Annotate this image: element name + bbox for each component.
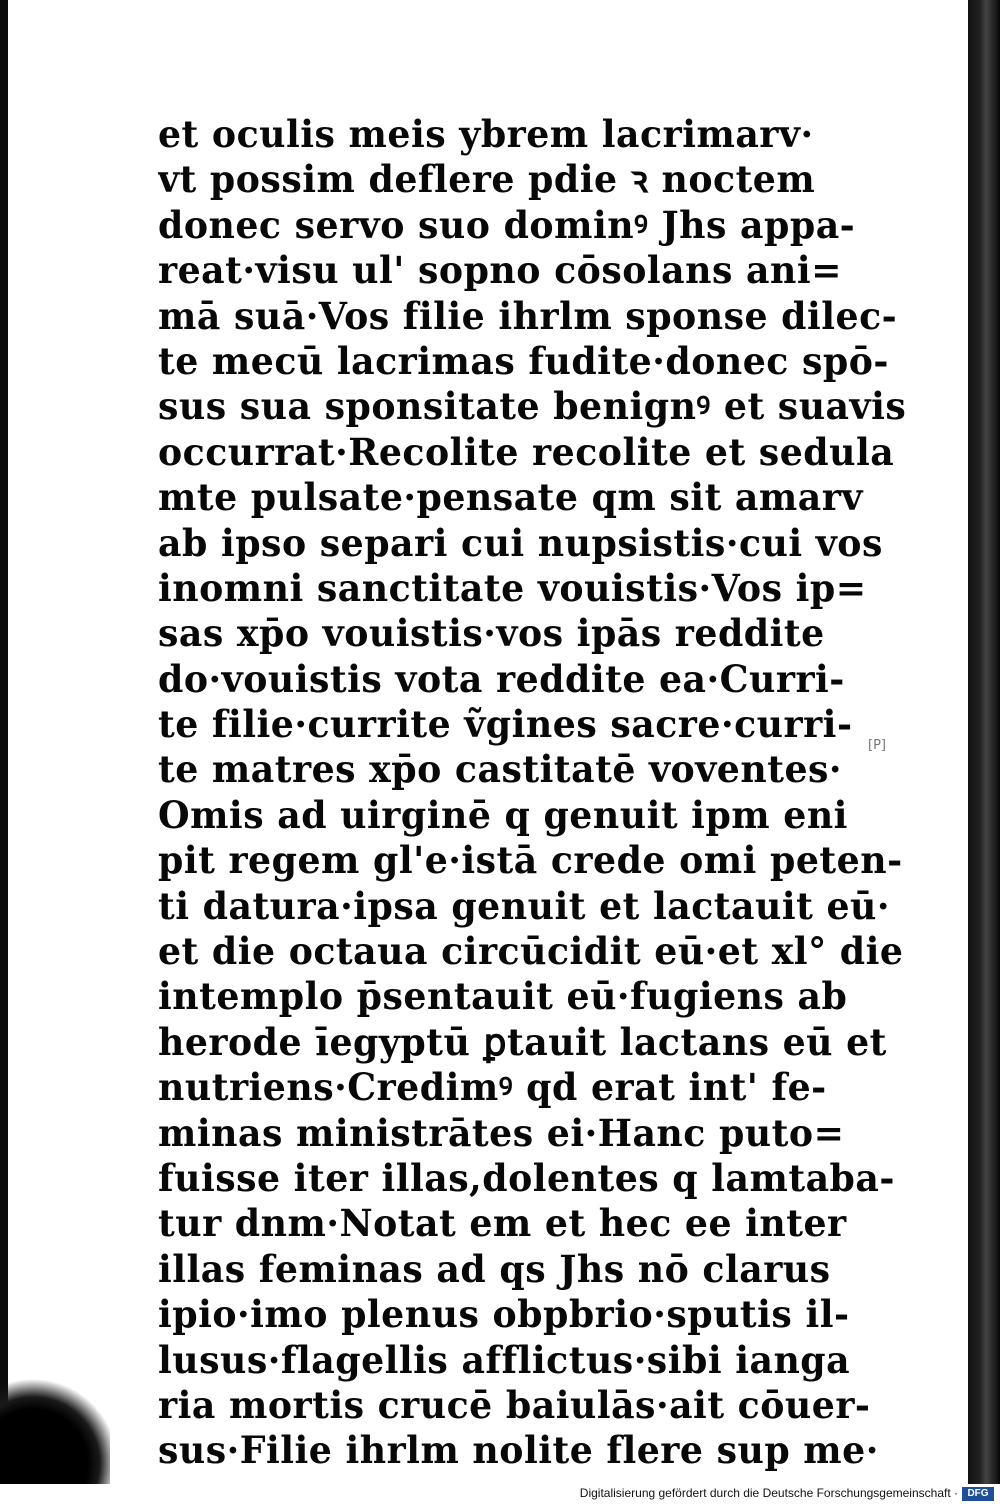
manuscript-text-block (158, 112, 958, 1474)
manuscript-line: nutriens·Credimꝰ qd erat int' fe- (158, 1065, 827, 1110)
manuscript-line: tur dnm·Notat em et hec ee inter (158, 1201, 847, 1246)
dfg-logo: DFG (962, 1487, 994, 1501)
manuscript-line: minas ministrātes ei·Hanc puto= (158, 1110, 845, 1155)
manuscript-page (8, 0, 978, 1484)
manuscript-line: et die octaua circūcidit eū·et xl° die (158, 929, 904, 974)
book-spine-edge (968, 0, 998, 1484)
manuscript-line: lusus·flagellis afflictus·sibi ianga (158, 1337, 851, 1382)
manuscript-line: te mecū lacrimas fudite·donec spō- (158, 338, 889, 383)
manuscript-line: do·vouistis vota reddite ea·Curri- (158, 656, 845, 701)
manuscript-line: sus sua sponsitate benignꝰ et suavis (158, 384, 907, 429)
manuscript-line: te matres xp̄o castitatē voventes· (158, 747, 843, 792)
manuscript-line: mte pulsate·pensate qm sit amarv (158, 475, 863, 520)
manuscript-line: ti datura·ipsa genuit et lactauit eū· (158, 883, 891, 928)
manuscript-line: pit regem gl'e·istā crede omi peten- (158, 838, 903, 883)
marginal-note: [P] (868, 738, 886, 753)
manuscript-line: herode īegyptū ꝑtauit lactans eū et (158, 1019, 887, 1064)
manuscript-line: occurrat·Recolite recolite et sedula (158, 429, 895, 474)
manuscript-line: sas xp̄o vouistis·vos ipās reddite (158, 611, 825, 656)
manuscript-line: vt possim deflere pdie ꝛ noctem (158, 157, 816, 202)
manuscript-line: mā suā·Vos filie ihrlm sponse dilec- (158, 293, 898, 338)
manuscript-line: fuisse iter illas,dolentes q lamtaba- (158, 1155, 895, 1200)
manuscript-line: sus·Filie ihrlm nolite flere sup me· (158, 1428, 879, 1473)
manuscript-line: donec servo suo dominꝰ Jhs appa- (158, 202, 856, 247)
funding-credit: Digitalisierung gefördert durch die Deutsche Forschungsgemeinschaft · (579, 1486, 958, 1500)
manuscript-line: te filie·currite ṽgines sacre·curri- (158, 702, 853, 747)
digitization-footer (0, 1484, 1000, 1504)
manuscript-line: et oculis meis ybrem lacrimarv· (158, 112, 814, 156)
manuscript-line: illas feminas ad qs Jhs nō clarus (158, 1246, 831, 1291)
manuscript-line: intemplo p̄sentauit eū·fugiens ab (158, 974, 848, 1019)
manuscript-line: ab ipso separi cui nupsistis·cui vos (158, 520, 883, 565)
manuscript-line: ipio·imo plenus obpbrio·sputis il- (158, 1292, 850, 1337)
manuscript-line: Omis ad uirginē q genuit ipm eni (158, 792, 848, 837)
manuscript-line: inomni sanctitate vouistis·Vos ip= (158, 565, 867, 610)
manuscript-line: ria mortis crucē baiulās·ait cōuer- (158, 1382, 871, 1427)
manuscript-line: reat·visu ul' sopno cōsolans ani= (158, 248, 842, 293)
